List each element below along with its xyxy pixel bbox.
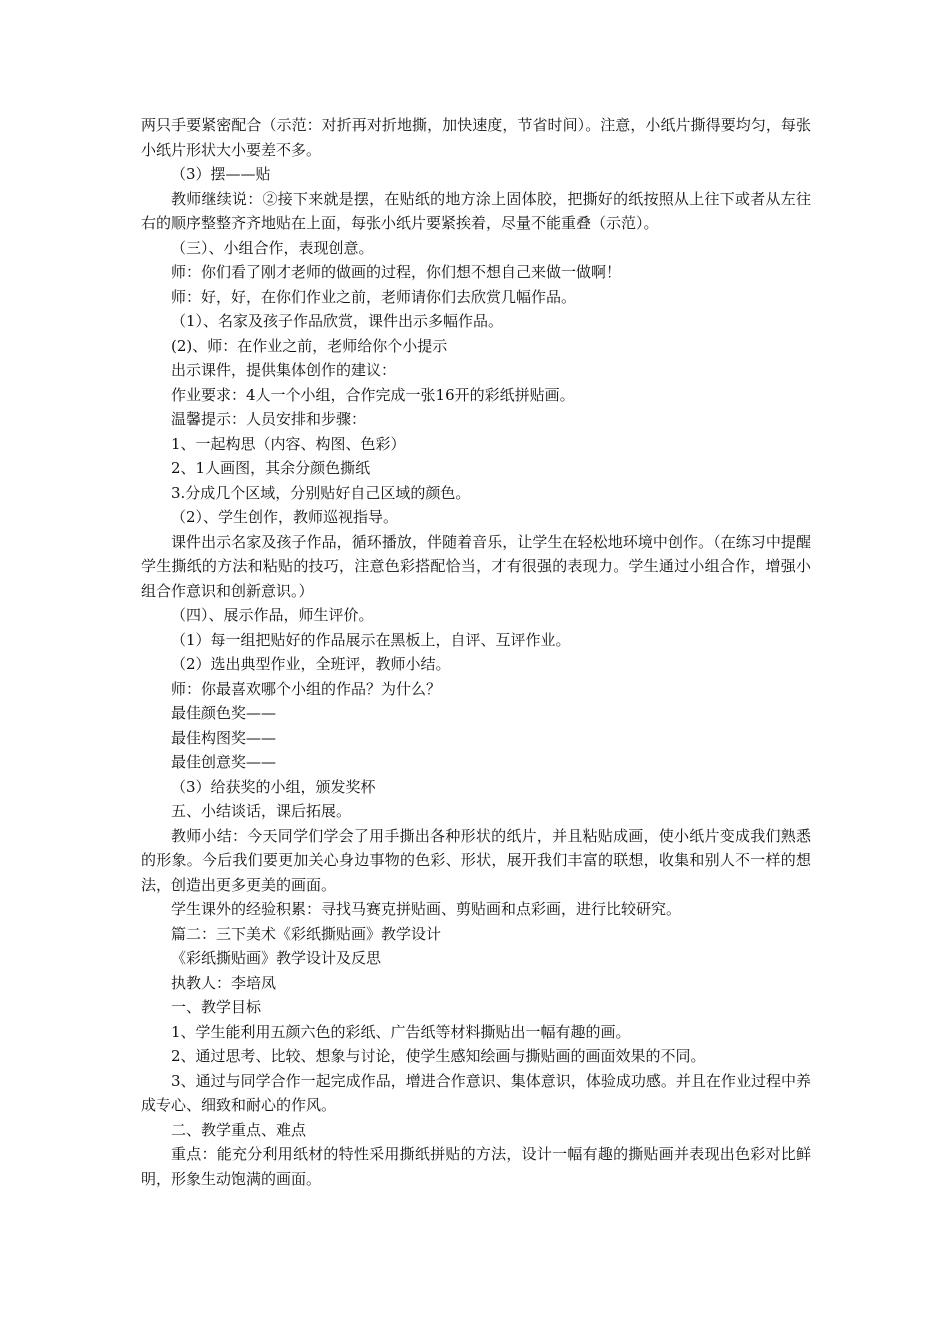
paragraph: （2）选出典型作业，全班评，教师小结。 [171,655,451,673]
paragraph: （1）、名家及孩子作品欣赏，课件出示多幅作品。 [171,312,504,330]
paragraph: （2）、学生创作，教师巡视指导。 [171,508,399,526]
paragraph: 师：好，好，在你们作业之前，老师请你们去欣赏几幅作品。 [171,287,577,306]
paragraph: 篇二：三下美术《彩纸撕贴画》教学设计 [171,924,442,943]
paragraph: 一、教学目标 [171,998,262,1016]
paragraph: 3.分成几个区域，分别贴好自己区域的颜色。 [171,483,471,502]
paragraph: 学生课外的经验积累：寻找马赛克拼贴画、剪贴画和点彩画，进行比较研究。 [171,900,682,918]
paragraph: 二、教学重点、难点 [171,1120,307,1139]
paragraph: 3、通过与同学合作一起完成作品，增进合作意识、集体意识，体验成功感。并且在作业过程中养成专心、细致和耐心的作风。 [141,1071,811,1114]
paragraph: 两只手要紧密配合（示范：对折再对折地撕，加快速度，节省时间）。注意，小纸片撕得要均匀，每张小纸片形状大小要差不多。 [141,116,811,159]
paragraph: 最佳颜色奖—— [171,704,277,722]
paragraph: 教师继续说：②接下来就是摆，在贴纸的地方涂上固体胶，把撕好的纸按照从上往下或者从左往右的顺序整整齐齐地贴在上面，每张小纸片要紧挨着，尽量不能重叠（示范）。 [141,189,811,232]
paragraph: （三）、小组合作，表现创意。 [171,238,374,257]
paragraph: 重点：能充分利用纸材的特性采用撕纸拼贴的方法，设计一幅有趣的撕贴画并表现出色彩对比鲜明，形象生动饱满的画面。 [141,1145,811,1188]
paragraph: （1）每一组把贴好的作品展示在黑板上，自评、互评作业。 [171,630,571,649]
paragraph: 最佳创意奖—— [171,753,277,771]
paragraph: 《彩纸撕贴画》教学设计及反思 [171,949,382,967]
paragraph: （四）、展示作品，师生评价。 [171,606,374,624]
paragraph: 1、学生能利用五颜六色的彩纸、广告纸等材料撕贴出一幅有趣的画。 [171,1022,631,1041]
paragraph: 温馨提示：人员安排和步骤： [171,410,367,428]
paragraph: （3）摆——贴 [171,165,271,183]
paragraph: 1、一起构思（内容、构图、色彩） [171,434,406,453]
paragraph: 执教人：李培凤 [171,973,277,992]
paragraph: （3）给获奖的小组，颁发奖杯 [171,777,376,796]
paragraph: 师：你最喜欢哪个小组的作品？为什么？ [171,679,442,698]
paragraph: 五、小结谈话，课后拓展。 [171,802,352,820]
paragraph: 师：你们看了刚才老师的做画的过程，你们想不想自己来做一做啊！ [171,263,622,281]
paragraph: 作业要求：4人一个小组，合作完成一张16开的彩纸拼贴画。 [171,385,575,404]
paragraph: 2、1人画图，其余分颜色撕纸 [171,459,371,477]
document-page [141,113,811,1191]
paragraph: 教师小结：今天同学们学会了用手撕出各种形状的纸片，并且粘贴成画，使小纸片变成我们熟悉的形象。今后我们要更加关心身边事物的色彩、形状，展开我们丰富的联想，收集和别人不一样的想法，创造出更多更美的画面。 [141,826,811,894]
paragraph: 课件出示名家及孩子作品，循环播放，伴随着音乐，让学生在轻松地环境中创作。（在练习中提醒学生撕纸的方法和粘贴的技巧，注意色彩搭配恰当，才有很强的表现力。学生通过小组合作，增强小组合作意识和创新意识。） [141,532,811,600]
paragraph: 出示课件，提供集体创作的建议： [171,361,397,379]
paragraph: 最佳构图奖—— [171,728,277,747]
paragraph: 2、通过思考、比较、想象与讨论，使学生感知绘画与撕贴画的画面效果的不同。 [171,1047,706,1065]
paragraph: (2)、师：在作业之前，老师给你个小提示 [171,336,448,355]
